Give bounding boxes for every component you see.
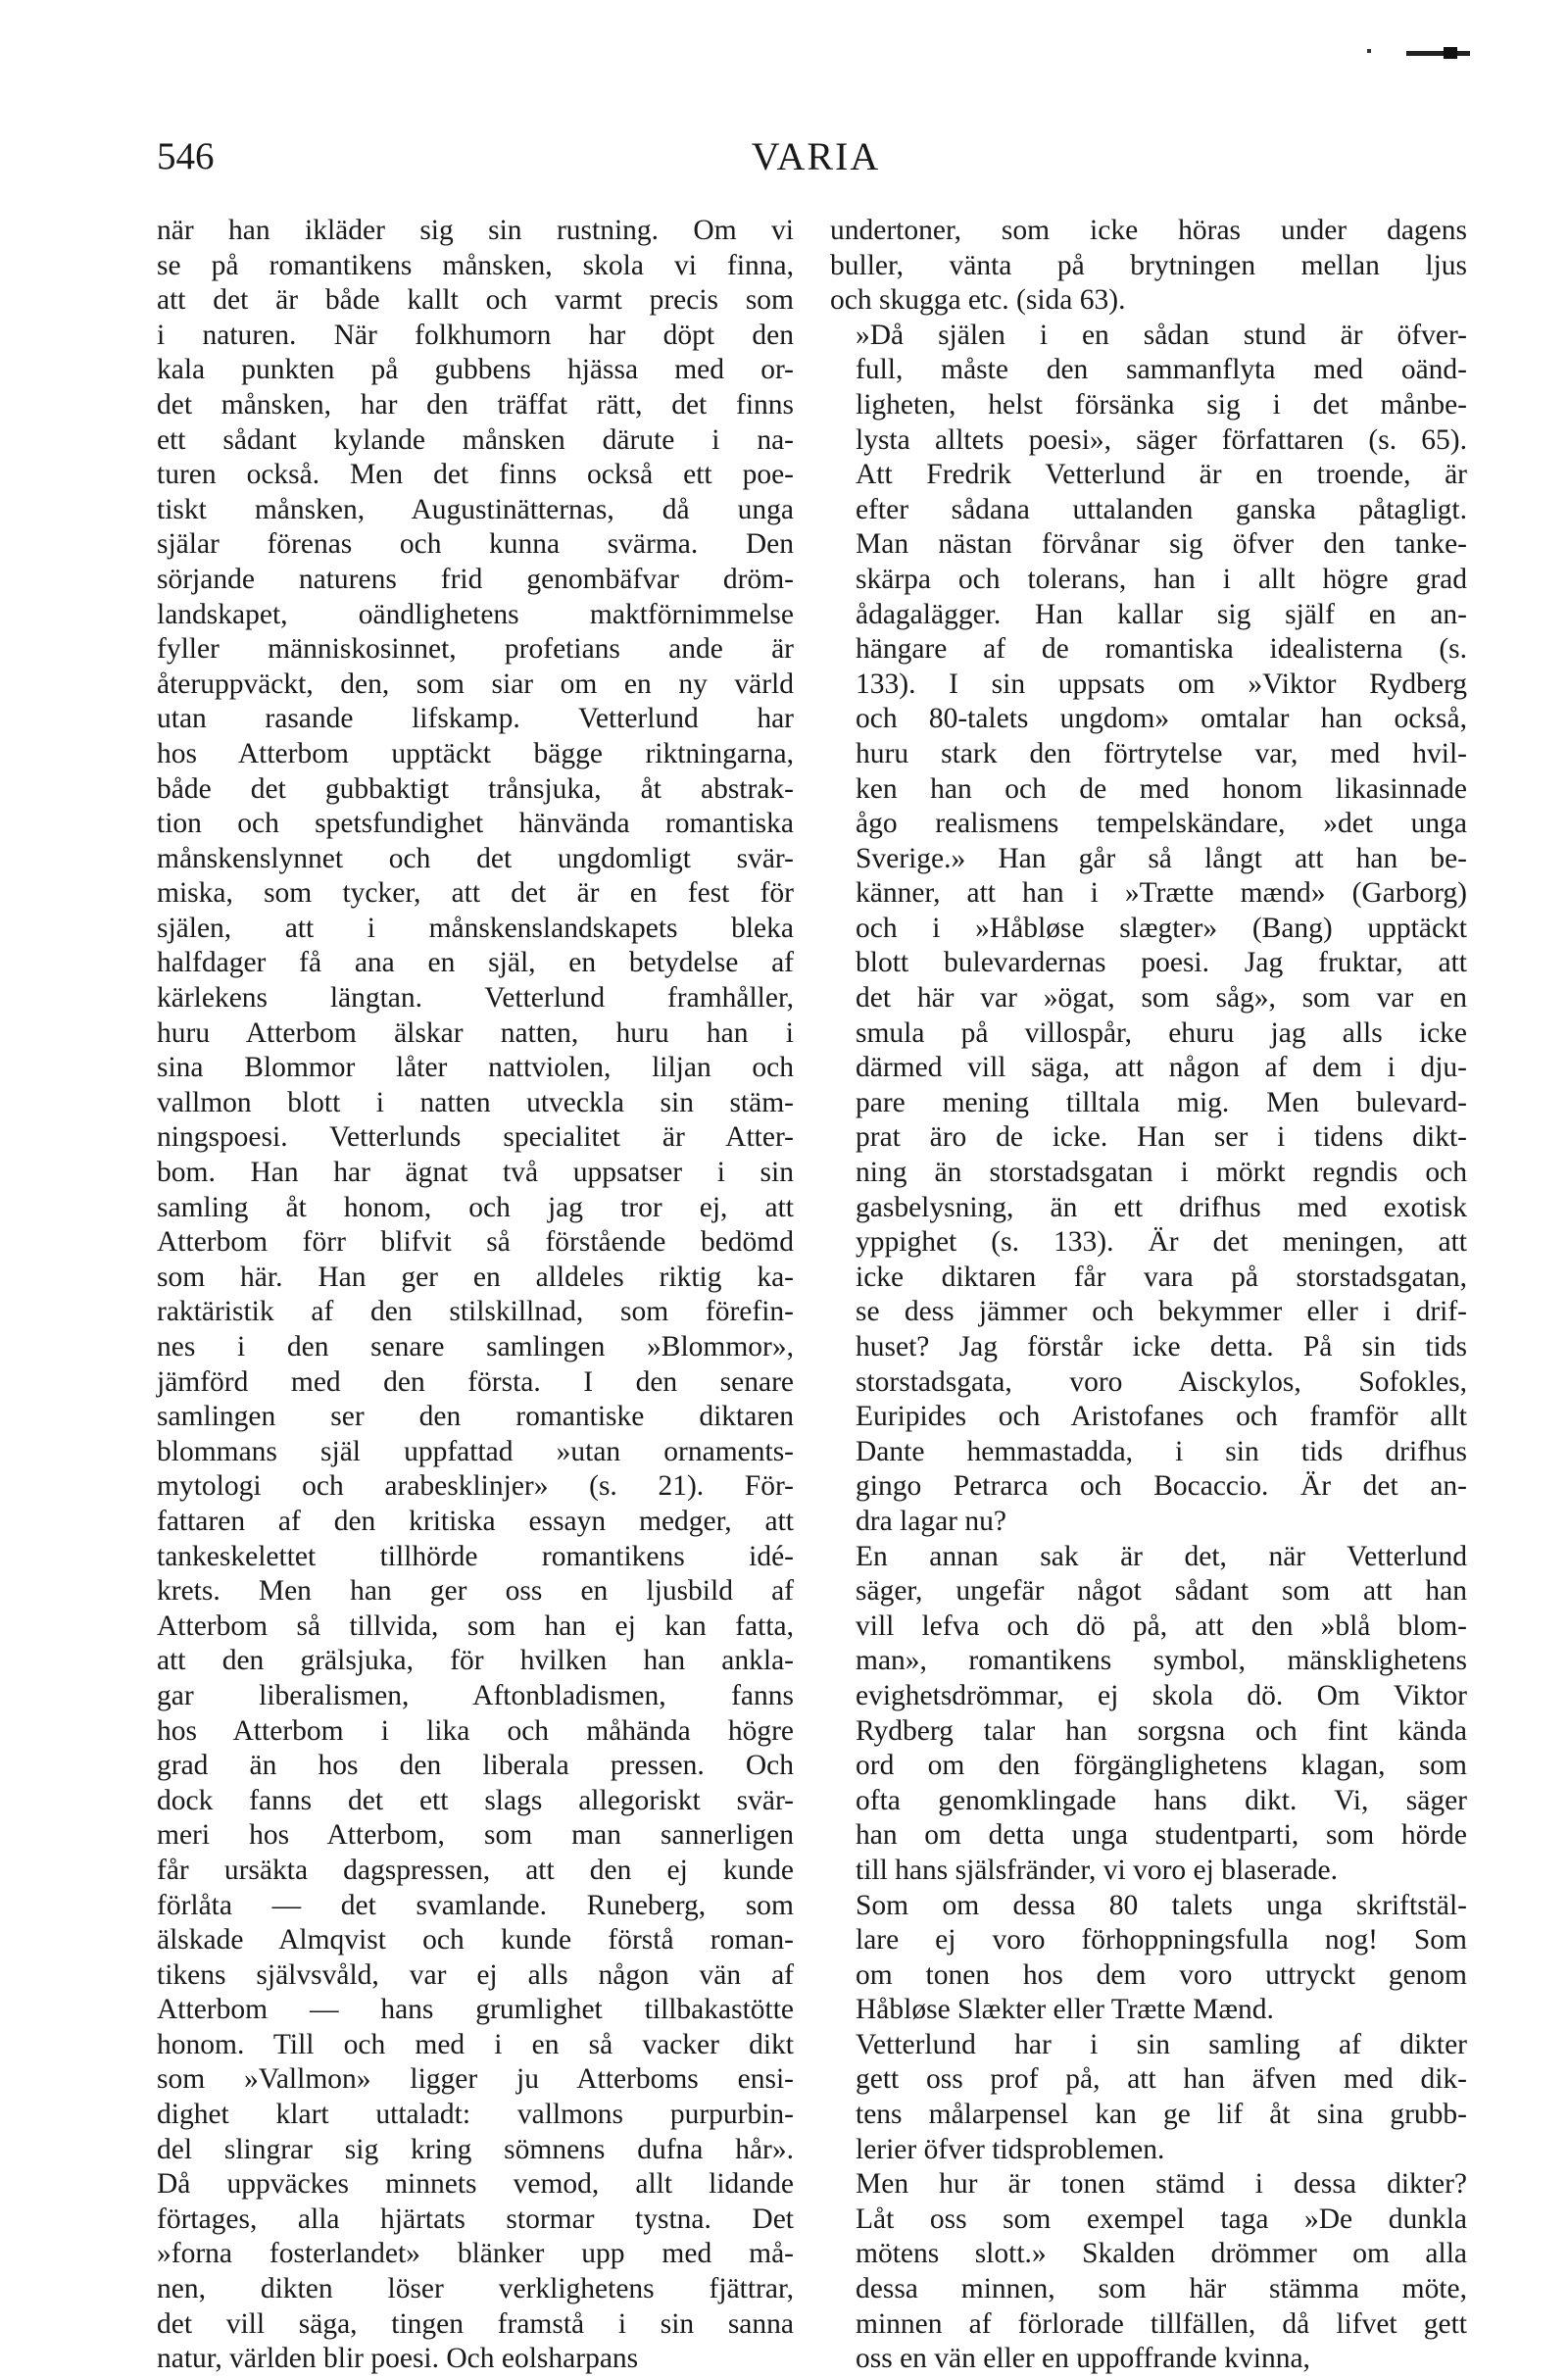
text-line: Sverige.» Han går så långt att han be-	[856, 842, 1467, 874]
text-line: som här. Han ger en alldeles riktig ka-	[157, 1261, 794, 1293]
text-line: dighet klart uttaladt: vallmons purpurbin-	[157, 2099, 794, 2131]
paragraph	[830, 319, 1467, 1540]
text-line: känner, att han i »Trætte mænd» (Garborg)	[856, 877, 1467, 910]
text-line: Euripides och Aristofanes och framför allt	[856, 1401, 1467, 1433]
text-line: undertoner, som icke höras under dagens	[830, 215, 1467, 246]
text-line: vill lefva och dö på, att den »blå blom-	[856, 1609, 1467, 1642]
text-line: tens målarpensel kan ge lif åt sina grubb-	[856, 2099, 1467, 2131]
text-line: som »Vallmon» ligger ju Atterboms ensi-	[157, 2063, 794, 2096]
paragraph	[830, 2167, 1467, 2377]
text-line: gett oss prof på, att han äfven med dik-	[856, 2063, 1467, 2096]
text-line: får ursäkta dagspressen, att den ej kunde	[157, 1854, 794, 1886]
text-line: dra lagar nu?	[856, 1505, 1006, 1537]
text-line: ågo realismens tempelskändare, »det unga	[856, 808, 1467, 840]
text-line: och 80-talets ungdom» omtalar han också,	[856, 703, 1467, 735]
text-line: blommans själ uppfattad »utan ornaments-	[157, 1435, 794, 1467]
text-line: Dante hemmastadda, i sin tids drifhus	[856, 1435, 1467, 1467]
text-line: honom. Till och med i en så vacker dikt	[157, 2028, 794, 2060]
text-line: lysta alltets poesi», säger författaren (s. 65).	[856, 423, 1467, 456]
text-line: Atterbom — hans grumlighet tillbakastötte	[157, 1994, 794, 2026]
text-line: Håbløse Slækter eller Trætte Mænd.	[856, 1994, 1274, 2026]
page-header	[157, 135, 1475, 194]
text-line: 133). I sin uppsats om »Viktor Rydberg	[856, 668, 1467, 700]
text-line: sina Blommor låter nattviolen, liljan och	[157, 1052, 794, 1084]
text-line: samling åt honom, och jag tror ej, att	[157, 1191, 794, 1223]
text-line: tikens självsvåld, var ej alls någon vän af	[157, 1958, 794, 1991]
text-line: och skugga etc. (sida 63).	[830, 284, 1126, 317]
text-line: bom. Han har ägnat två uppsatser i sin	[157, 1157, 794, 1189]
text-line: natur, världen blir poesi. Och eolsharpans	[157, 2343, 639, 2375]
text-line: det vill säga, tingen framstå i sin sanna	[157, 2307, 794, 2340]
text-line: hängare af de romantiska idealisterna (s.	[856, 633, 1467, 666]
text-line: både det gubbaktigt trånsjuka, åt abstrak-	[157, 772, 794, 805]
text-line: att den grälsjuka, för hvilken han ankla-	[157, 1645, 794, 1677]
text-line: pare mening tilltala mig. Men bulevard-	[856, 1086, 1467, 1118]
text-line: nen, dikten löser verklighetens fjättrar,	[157, 2273, 794, 2305]
text-line: fattaren af den kritiska essayn medger, att	[157, 1505, 794, 1537]
text-line: sörjande naturens frid genombäfvar dröm-	[157, 563, 794, 595]
text-line: smula på villospår, ehuru jag alls icke	[856, 1016, 1467, 1049]
text-line: kala punkten på gubbens hjässa med or-	[157, 354, 794, 386]
text-line: det månsken, har den träffat rätt, det finns	[157, 388, 794, 421]
text-line: i naturen. När folkhumorn har döpt den	[157, 319, 794, 351]
text-line: när han ikläder sig sin rustning. Om vi	[157, 215, 794, 246]
text-line: Som om dessa 80 talets unga skriftstäl-	[856, 1889, 1467, 1921]
text-line: jämförd med den första. I den senare	[157, 1365, 794, 1398]
paragraph	[830, 214, 1467, 319]
text-line: och i »Håbløse slægter» (Bang) upptäckt	[856, 912, 1467, 944]
text-line: huru stark den förtrytelse var, med hvil-	[856, 737, 1467, 769]
text-line: yppighet (s. 133). Är det meningen, att	[856, 1226, 1467, 1259]
left-column	[157, 214, 794, 2375]
text-line: grad än hos den liberala pressen. Och	[157, 1750, 794, 1782]
text-line: lerier öfver tidsproblemen.	[856, 2133, 1165, 2165]
text-line: full, måste den sammanflyta med oänd-	[856, 354, 1467, 386]
text-line: icke diktaren får vara på storstadsgatan,	[856, 1261, 1467, 1293]
text-line: vallmon blott i natten utveckla sin stäm-	[157, 1086, 794, 1118]
text-line: älskade Almqvist och kunde förstå roman-	[157, 1924, 794, 1956]
text-line: ken han och de med honom likasinnade	[856, 772, 1467, 805]
text-line: till hans själsfränder, vi voro ej blaserade.	[856, 1854, 1338, 1886]
text-line: minnen af förlorade tillfällen, då lifvet gett	[856, 2307, 1467, 2340]
text-line: säger, ungefär något sådant som att han	[856, 1575, 1467, 1608]
text-line: Man nästan förvånar sig öfver den tanke-	[856, 528, 1467, 561]
text-line: fyller människosinnet, profetians ande är	[157, 633, 794, 666]
text-line: Vetterlund har i sin samling af dikter	[856, 2028, 1467, 2060]
text-line: buller, vänta på brytningen mellan ljus	[830, 249, 1467, 281]
text-line: månskenslynnet och det ungdomligt svär-	[157, 842, 794, 874]
page-number: 546	[157, 135, 215, 177]
text-line: oss en vän eller en uppoffrande kvinna,	[856, 2343, 1310, 2375]
text-line: se dess jämmer och bekymmer eller i drif-	[856, 1296, 1467, 1328]
paragraph	[830, 1889, 1467, 2028]
text-line: att det är både kallt och varmt precis som	[157, 284, 794, 317]
text-line: halfdager få ana en själ, en betydelse af	[157, 947, 794, 979]
text-line: därmed vill säga, att någon af dem i dju-	[856, 1052, 1467, 1084]
text-line: gar liberalismen, Aftonbladismen, fanns	[157, 1679, 794, 1711]
text-line: Då uppväckes minnets vemod, allt lidande	[157, 2168, 794, 2201]
text-line: Men hur är tonen stämd i dessa dikter?	[856, 2168, 1467, 2201]
text-line: själen, att i månskenslandskapets bleka	[157, 912, 794, 944]
text-line: förlåta — det svamlande. Runeberg, som	[157, 1889, 794, 1921]
text-line: ofta genomklingade hans dikt. Vi, säger	[856, 1784, 1467, 1816]
text-line: gasbelysning, än ett drifhus med exotisk	[856, 1191, 1467, 1223]
text-line: dock fanns det ett slags allegoriskt svär-	[157, 1784, 794, 1816]
text-line: ett sådant kylande månsken därute i na-	[157, 423, 794, 456]
text-line: »forna fosterlandet» blänker upp med må-	[157, 2238, 794, 2270]
text-line: förtages, alla hjärtats stormar tystna. Det	[157, 2203, 794, 2235]
text-line: miska, som tycker, att det är en fest för	[157, 877, 794, 910]
paragraph	[157, 214, 794, 2377]
text-line: huset? Jag förstår icke detta. På sin tids	[856, 1331, 1467, 1362]
text-line: samlingen ser den romantiske diktaren	[157, 1401, 794, 1433]
text-line: kärlekens längtan. Vetterlund framhåller,	[157, 982, 794, 1015]
text-line: utan rasande lifskamp. Vetterlund har	[157, 703, 794, 735]
text-line: efter sådana uttalanden ganska påtagligt.	[856, 493, 1467, 525]
text-line: Att Fredrik Vetterlund är en troende, är	[856, 459, 1467, 491]
text-line: blott bulevardernas poesi. Jag fruktar, att	[856, 947, 1467, 979]
text-line: del slingrar sig kring sömnens dufna hår».	[157, 2133, 794, 2165]
text-line: hos Atterbom upptäckt bägge riktningarna,	[157, 737, 794, 769]
text-line: nes i den senare samlingen »Blommor»,	[157, 1331, 794, 1362]
text-line: Atterbom förr blifvit så förstående bedömd	[157, 1226, 794, 1259]
text-line: prat äro de icke. Han ser i tidens dikt-	[856, 1121, 1467, 1154]
text-line: raktäristik af den stilskillnad, som förefin-	[157, 1296, 794, 1328]
text-line: storstadsgata, voro Aisckylos, Sofokles,	[856, 1365, 1467, 1398]
text-line: evighetsdrömmar, ej skola dö. Om Viktor	[856, 1679, 1467, 1711]
text-line: Rydberg talar han sorgsna och fint kända	[856, 1714, 1467, 1747]
text-line: gingo Petrarca och Bocaccio. Är det an-	[856, 1470, 1467, 1503]
text-line: turen också. Men det finns också ett poe-	[157, 459, 794, 491]
text-line: själar förenas och kunna svärma. Den	[157, 528, 794, 561]
text-line: meri hos Atterbom, som man sannerligen	[157, 1819, 794, 1852]
text-line: tankeskelettet tillhörde romantikens idé-	[157, 1540, 794, 1572]
text-line: »Då själen i en sådan stund är öfver-	[856, 319, 1467, 351]
text-line: hos Atterbom i lika och måhända högre	[157, 1714, 794, 1747]
text-line: tion och spetsfundighet hänvända romantiska	[157, 808, 794, 840]
text-line: han om detta unga studentparti, som hörde	[856, 1819, 1467, 1852]
text-line: Låt oss som exempel taga »De dunkla	[856, 2203, 1467, 2235]
text-line: se på romantikens månsken, skola vi finna,	[157, 249, 794, 281]
running-title: VARIA	[751, 134, 881, 178]
text-line: man», romantikens symbol, mänsklighetens	[856, 1645, 1467, 1677]
text-line: Atterbom så tillvida, som han ej kan fatta,	[157, 1609, 794, 1642]
text-line: ligheten, helst försänka sig i det månbe-	[856, 388, 1467, 421]
paragraph	[830, 2028, 1467, 2167]
text-line: krets. Men han ger oss en ljusbild af	[157, 1575, 794, 1608]
text-line: landskapet, oändlighetens maktförnimmelse	[157, 598, 794, 630]
scan-artifact-mark	[1367, 47, 1475, 61]
text-line: ningspoesi. Vetterlunds specialitet är Atter-	[157, 1121, 794, 1154]
text-line: En annan sak är det, när Vetterlund	[856, 1540, 1467, 1572]
text-line: huru Atterbom älskar natten, huru han i	[157, 1016, 794, 1049]
paragraph	[830, 1540, 1467, 1889]
text-line: om tonen hos dem voro uttryckt genom	[856, 1958, 1467, 1991]
text-line: återuppväckt, den, som siar om en ny värld	[157, 668, 794, 700]
text-line: skärpa och tolerans, han i allt högre grad	[856, 563, 1467, 595]
text-line: ord om den förgänglighetens klagan, som	[856, 1750, 1467, 1782]
text-line: mytologi och arabesklinjer» (s. 21). För-	[157, 1470, 794, 1503]
text-line: ådagalägger. Han kallar sig själf en an-	[856, 598, 1467, 630]
right-column	[830, 214, 1467, 2375]
text-line: ning än storstadsgatan i mörkt regndis och	[856, 1157, 1467, 1189]
text-line: mötens slott.» Skalden drömmer om alla	[856, 2238, 1467, 2270]
text-line: det här var »ögat, som såg», som var en	[856, 982, 1467, 1015]
text-line: lare ej voro förhoppningsfulla nog! Som	[856, 1924, 1467, 1956]
text-line: tiskt månsken, Augustinätternas, då unga	[157, 493, 794, 525]
text-line: dessa minnen, som här stämma möte,	[856, 2273, 1467, 2305]
